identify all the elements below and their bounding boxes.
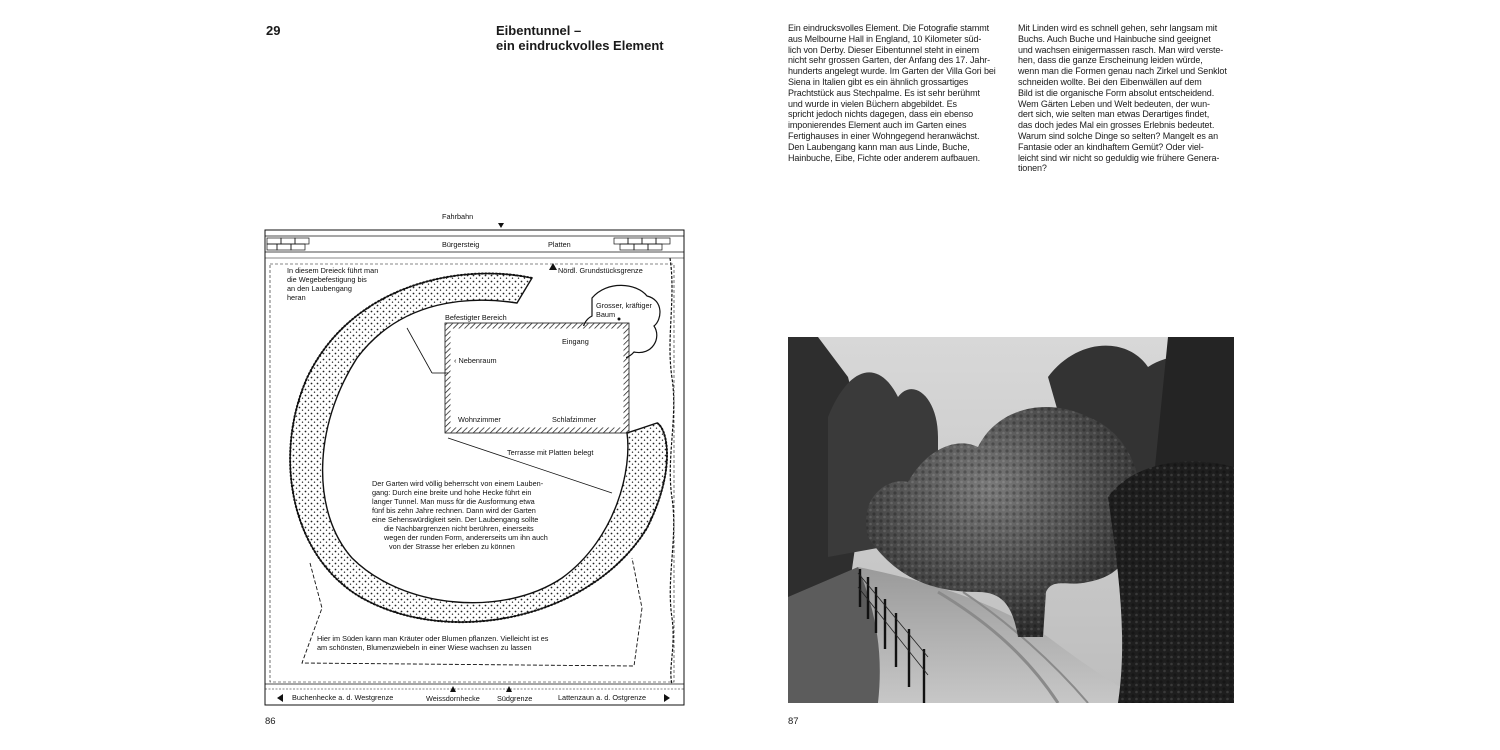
north-boundary-label: Nördl. Grundstücksgrenze [558,266,643,275]
text-line: dert sich, wie selten man etwas Derartiges findet, [1018,109,1210,120]
body-text-column-1 [788,23,1010,163]
south-boundary-label: Südgrenze [497,694,533,703]
south-note: Hier im Süden kann man Kräuter oder Blumen pflanzen. Vielleicht ist es am schönsten, Blumenzwiebeln in einer Wiese wachsen zu lassen [317,634,549,652]
chapter-title-line: ein eindruckvolles Element [496,38,664,53]
page-number-left: 86 [265,716,276,727]
garden-note: Der Garten wird völlig beherrscht von einem Lauben- gang: Durch eine breite und hohe Hecke führt ein langer Tunnel. Man muss für die Ausformung etwa fünf bis zehn Jahre rechnen. Dann wird der Garten eine Sehenswürdigkeit sein. Der Laubengang sollte die Nachbargrenzen nicht berühren, einerseits wegen der runden Form, andererseits um ihn auch von der Strasse her erleben zu können [372,479,548,551]
text-line: Prachtstück aus Stechpalme. Es ist sehr berühmt [788,87,980,98]
text-line: Siena in Italien gibt es ein ähnlich grossartiges [788,76,969,87]
living-room-label: Wohnzimmer [458,415,501,424]
triangle-note: In diesem Dreieck führt man die Wegebefestigung bis an den Laubengang heran [287,266,379,302]
text-line: Fertighauses in einer Wohngegend heranwächst. [788,130,980,141]
text-line: Ein eindrucksvolles Element. Die Fotografie stammt [788,23,990,33]
text-line: und wurde in vielen Büchern abgebildet. Es [788,98,957,109]
tree-label: Grosser, kräftiger Baum [596,301,652,319]
text-line: nicht sehr grossen Garten, der Anfang des 17. Jahr- [788,55,991,66]
street-label: Fahrbahn [442,212,474,221]
hawthorn-label: Weissdornhecke [426,694,480,703]
yew-tunnel-photo [788,337,1234,703]
paving-stones-left [267,238,309,250]
east-arrow-icon [664,694,670,702]
chapter-title-line: Eibentunnel – [496,23,582,38]
west-arrow-icon [277,694,283,702]
chapter-title [496,23,664,53]
east-boundary-label: Lattenzaun a. d. Ostgrenze [558,693,647,702]
text-line: Den Laubengang kann man aus Linde, Buche, [788,141,970,152]
terrace-label: Terrasse mit Platten belegt [507,448,594,457]
text-line: Bild ist die organische Form absolut entscheidend. [1018,87,1215,98]
text-line: hunderts angelegt wurde. Im Garten der Villa Gori bei [788,66,996,77]
text-line: Fantasie oder an kindhaftem Gemüt? Oder viel- [1018,141,1204,152]
entrance-label: Eingang [562,337,589,346]
bedroom-label: Schlafzimmer [552,415,597,424]
text-line: aus Melbourne Hall in England, 10 Kilometer süd- [788,33,982,44]
garden-plan-drawing [262,208,687,708]
text-line: leicht sind wir nicht so geduldig wie frühere Genera- [1018,152,1220,163]
side-room-label: ‹ Nebenraum [454,356,497,365]
paving-stones-right [614,238,670,250]
text-line: Hainbuche, Eibe, Fichte oder anderem aufbauen. [788,152,981,163]
text-line: schneiden wollte. Bei den Eibenwällen auf dem [1018,76,1202,87]
text-line: Warum sind solche Dinge so selten? Mangelt es an [1018,130,1218,141]
text-line: Mit Linden wird es schnell gehen, sehr langsam mit [1018,23,1218,33]
text-line: hen, dass die ganze Erscheinung leiden würde, [1018,55,1203,66]
text-line: lich von Derby. Dieser Eibentunnel steht in einem [788,44,980,55]
west-boundary-label: Buchenhecke a. d. Westgrenze [292,693,394,702]
body-text-column-2 [1018,23,1240,174]
east-fence [670,258,674,684]
text-line: Buchs. Auch Buche und Hainbuche sind geeignet [1018,33,1211,44]
north-arrow-icon [498,223,504,228]
text-line: und wachsen einigermassen rasch. Man wird verste- [1018,44,1224,55]
text-line: wenn man die Formen genau nach Zirkel und Senklot [1018,66,1227,77]
text-line: spricht jedoch nichts dagegen, dass ein ebenso [788,109,974,120]
text-line: Wem Gärten Leben und Welt bedeuten, der wun- [1018,98,1210,109]
text-line: imponierendes Element auch im Garten eines [788,120,967,131]
text-line: tionen? [1018,163,1047,174]
text-line: das doch jedes Mal ein grosses Erlebnis bedeutet. [1018,120,1215,131]
sidewalk-label: Bürgersteig [442,240,480,249]
paved-area-label: Befestigter Bereich [445,313,507,322]
page-number-right: 87 [788,716,799,727]
paving-label: Platten [548,240,571,249]
chapter-number: 29 [266,23,281,38]
